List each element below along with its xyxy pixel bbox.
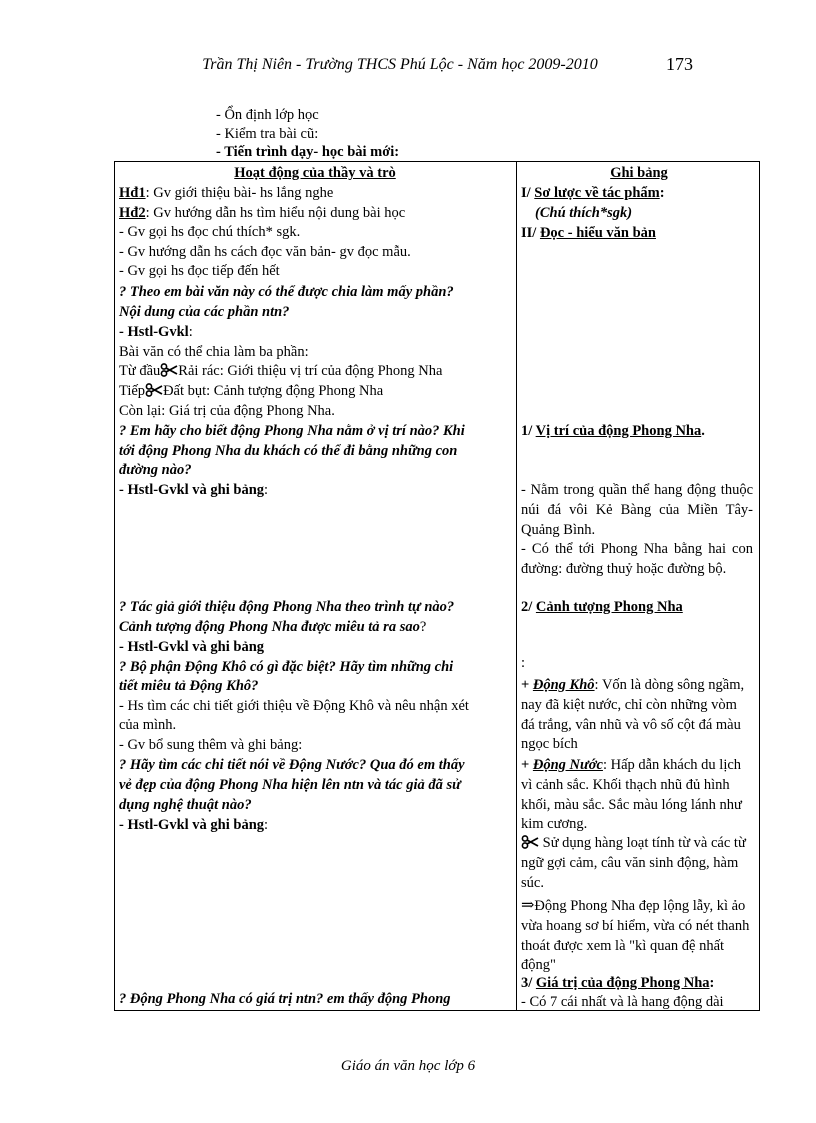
location-note: - Nằm trong quần thể hang động thuộc núi đá vôi Kẻ Bàng của Miền Tây- Quảng Bình. [521,482,753,538]
section-number: 2/ [521,599,533,615]
section-text: Sơ lược về tác phẩm [534,185,660,201]
left-line: của mình. [119,717,177,733]
section-3-title [521,422,705,441]
stray-colon: : [521,655,526,671]
water-cave-label: Động Nước [532,757,603,773]
question-2: đường nào? [119,462,192,478]
section-text: Đọc - hiểu văn bản [539,225,656,241]
scissors-icon [145,383,163,397]
section-number: 1/ [521,423,533,439]
part-2-text: Đất bụt: Cảnh tượng động Phong Nha [163,383,384,399]
dry-cave-label: Động Khô [532,677,595,693]
question-3-text: Cảnh tượng động Phong Nha được miêu tả ra sao [119,619,420,635]
intro-item: - Tiến trình dạy- học bài mới: [216,144,400,160]
dry-cave-text: : Vốn là dòng sông ngầm, nay đã kiệt nước, chỉ còn những vòm đá trắng, vân nhũ và vô số cột đá màu ngọc bích [521,677,745,753]
answer-1 [119,323,193,342]
intro-item: - Kiểm tra bài cũ: [216,125,319,142]
part-2 [119,382,383,401]
page-header-title: Trần Thị Niên - Trường THCS Phú Lộc - Năm học 2009-2010 [202,56,598,73]
hd2-text: : Gv hướng dẫn hs tìm hiểu nội dung bài học [145,205,406,221]
dry-cave-note [521,676,753,755]
section-number: II/ [521,225,537,241]
page-footer: Giáo án văn học lớp 6 [340,1058,476,1074]
section-4-title [521,598,683,617]
question-5: vẻ đẹp của động Phong Nha hiện lên ntn và tác giả đã sử [119,777,461,793]
answer-3: - Hstl-Gvkl và ghi bảng [119,639,265,655]
intro-list [216,106,399,162]
answer-5 [119,816,268,835]
section-2-title [521,224,656,243]
section-number: 3/ [521,975,533,991]
section-1-note: (Chú thích*sgk) [535,205,633,221]
question-mark: ? [419,619,427,635]
section-colon: : [659,185,665,201]
lesson-table [114,161,760,1011]
implies-arrow-icon: ⇒ [521,897,535,914]
left-line: - Gv bổ sung thêm và ghi bảng: [119,737,303,753]
art-text: Sử dụng hàng loạt tính từ và các từ ngữ gợi cảm, câu văn sinh động, hàm súc. [521,835,746,891]
part-2-label: Tiếp [119,383,146,399]
activity-2 [119,204,405,223]
section-text: Vị trí của động Phong Nha [535,423,702,439]
question-2: ? Em hãy cho biết động Phong Nha nằm ở vị trí nào? Khi [119,423,465,439]
route-note: - Có thể tới Phong Nha bằng hai con đường: đường thuỷ hoặc đường bộ. [521,541,753,577]
section-1-title [521,184,665,203]
right-column-heading: Ghi bảng [610,165,668,181]
value-note: - Có 7 cái nhất và là hang động dài [521,994,724,1010]
answer-colon: : [188,324,193,340]
hd1-label: Hđ1 [119,185,146,201]
bullet-plus: + [521,677,530,693]
question-4: tiết miêu tả Động Khô? [119,678,259,694]
question-1: Nội dung của các phần ntn? [119,304,290,320]
left-line: - Gv gọi hs đọc tiếp đến hết [119,263,280,279]
page-number: 173 [666,54,693,74]
conclusion-note [521,896,753,976]
left-line: - Gv gọi hs đọc chú thích* sgk. [119,224,301,240]
part-1-label: Từ đầu [119,363,161,379]
question-6: ? Động Phong Nha có giá trị ntn? em thấy động Phong [119,991,451,1007]
part-3: Còn lại: Giá trị của động Phong Nha. [119,403,335,419]
hd1-text: : Gv giới thiệu bài- hs lắng nghe [145,185,334,201]
activity-1 [119,184,333,203]
question-1: ? Theo em bài văn này có thể được chia làm mấy phần? [119,284,454,300]
section-number: I/ [521,185,531,201]
question-3: ? Tác giả giới thiệu động Phong Nha theo trình tự nào? [119,599,455,615]
intro-item: - Ổn định lớp học [216,107,319,123]
column-divider [516,162,517,1010]
section-dot: . [701,423,705,439]
answer-2 [119,481,268,500]
answer-colon: : [264,817,269,833]
part-1-text: Rải rác: Giới thiệu vị trí của động Phong Nha [178,363,443,379]
section-text: Giá trị của động Phong Nha [535,975,710,991]
question-2: tới động Phong Nha du khách có thể đi bằng những con [119,443,458,459]
art-note [521,834,753,893]
part-1 [119,362,442,381]
answer-label: - Hstl-Gvkl và ghi bảng [119,482,265,498]
scissors-icon [160,363,178,377]
answer-colon: : [264,482,269,498]
conclusion-text: Động Phong Nha đẹp lộng lẫy, kì ảo vừa hoang sơ bí hiểm, vừa có nét thanh thoát được xem là "kì quan đệ nhất động" [521,898,750,974]
question-4: ? Bộ phận Động Khô có gì đặc biệt? Hãy tìm những chi [119,659,454,675]
bullet-plus: + [521,757,530,773]
answer-label: - Hstl-Gvkl [119,324,189,340]
water-cave-text: : Hấp dẫn khách du lịch vì cảnh sắc. Khối thạch nhũ đủ hình khối, màu sắc. Sắc màu lóng lánh như kim cương. [521,757,742,833]
hd2-label: Hđ2 [119,205,146,221]
question-5: dụng nghệ thuật nào? [119,797,252,813]
question-5: ? Hãy tìm các chi tiết nói về Động Nước? Qua đó em thấy [119,757,465,773]
left-column-heading: Hoạt động của thầy và trò [234,165,396,181]
left-line: Bài văn có thể chia làm ba phần: [119,344,309,360]
section-text: Cảnh tượng Phong Nha [535,599,683,615]
answer-label: - Hstl-Gvkl và ghi bảng [119,817,265,833]
left-line: - Hs tìm các chi tiết giới thiệu về Động Khô và nêu nhận xét [119,698,469,714]
scissors-icon [521,835,539,849]
left-line: - Gv hướng dẫn hs cách đọc văn bản- gv đọc mẫu. [119,244,411,260]
water-cave-note [521,756,753,835]
section-5-title [521,974,714,993]
question-3 [119,618,426,637]
section-colon: : [709,975,715,991]
